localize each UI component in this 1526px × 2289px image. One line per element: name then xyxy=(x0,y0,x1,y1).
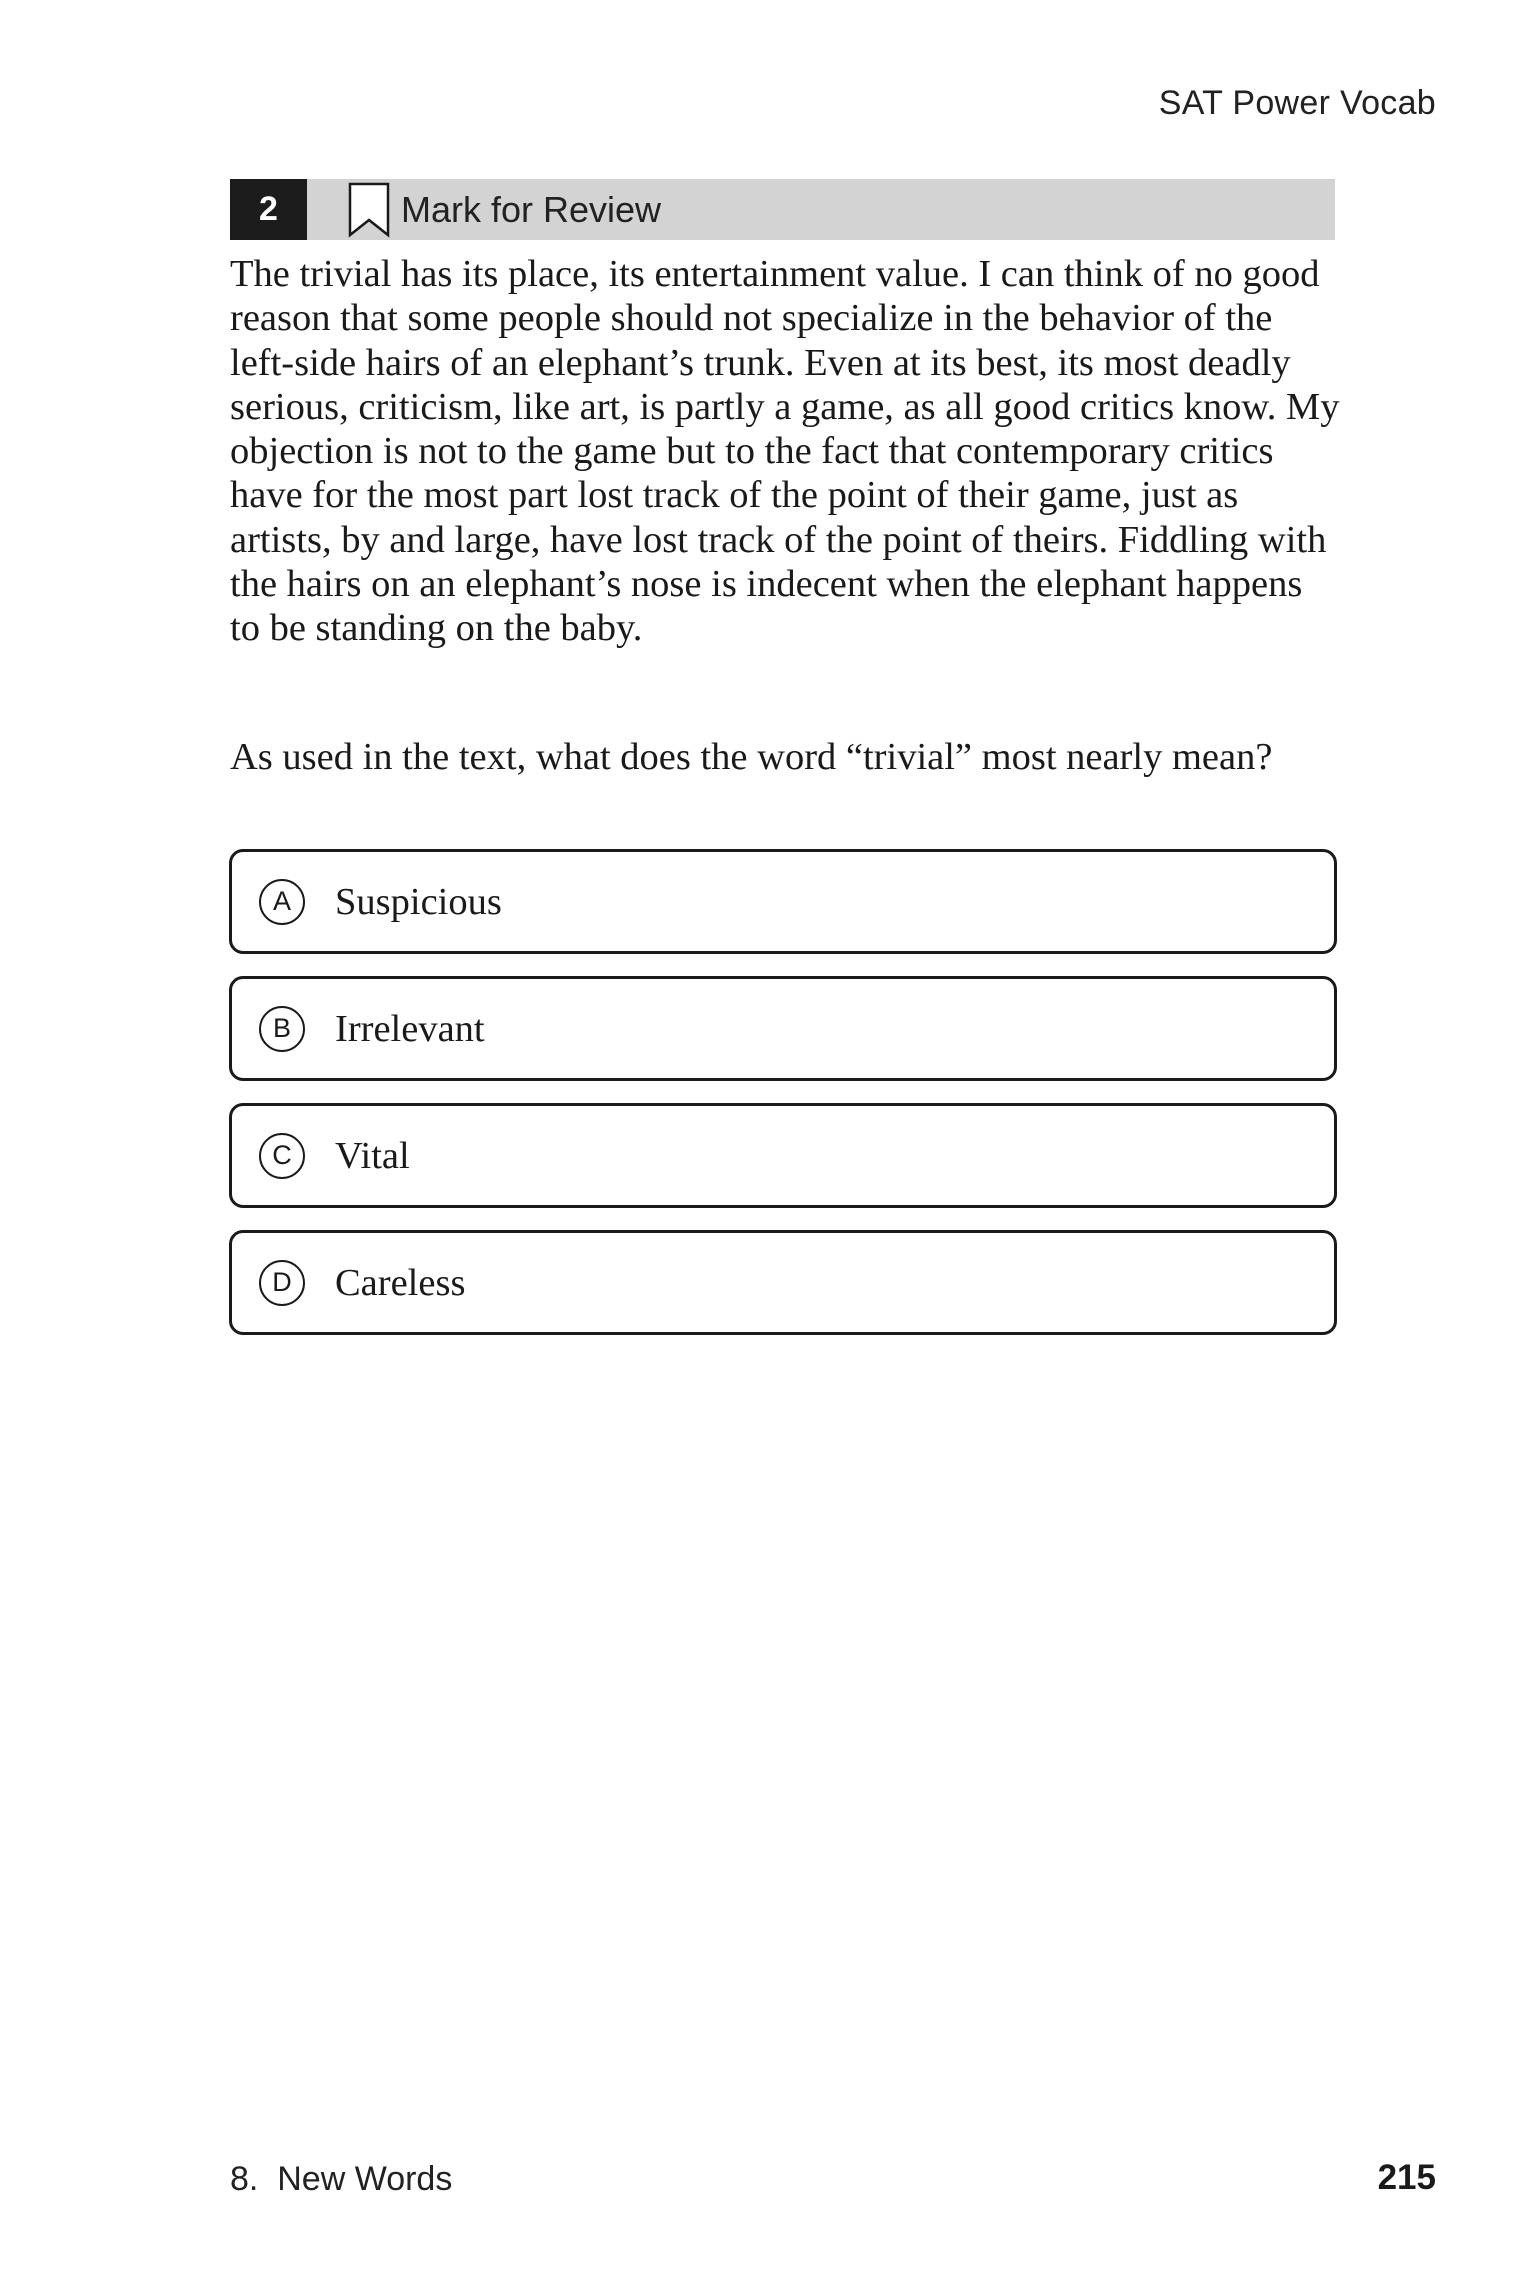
choice-letter-b: B xyxy=(259,1006,305,1052)
question-prompt: As used in the text, what does the word “trivial” most nearly mean? xyxy=(230,736,1273,778)
footer-chapter: 8. New Words xyxy=(230,2160,453,2198)
choice-a[interactable] xyxy=(229,849,1337,954)
choice-text-c: Vital xyxy=(335,1134,410,1177)
running-head: SAT Power Vocab xyxy=(1158,84,1436,122)
choice-text-b: Irrelevant xyxy=(335,1007,485,1050)
choice-b[interactable] xyxy=(229,976,1337,1081)
answer-choices xyxy=(229,849,1337,1357)
bookmark-icon xyxy=(347,182,391,238)
question-header-bar xyxy=(230,179,1335,240)
choice-d[interactable] xyxy=(229,1230,1337,1335)
choice-letter-d: D xyxy=(259,1260,305,1306)
choice-text-a: Suspicious xyxy=(335,880,502,923)
question-number: 2 xyxy=(230,179,307,240)
choice-c[interactable] xyxy=(229,1103,1337,1208)
mark-for-review-label: Mark for Review xyxy=(401,188,662,230)
choice-text-d: Careless xyxy=(335,1261,466,1304)
mark-for-review-button[interactable] xyxy=(347,182,661,238)
page-number: 215 xyxy=(1377,2158,1436,2197)
choice-letter-a: A xyxy=(259,879,305,925)
passage-text: The trivial has its place, its entertainment value. I can think of no good reason that some people should not specialize in the behavior of the left-side hairs of an elephant’s trunk. Even at its best, its most deadly serious, criticism, like art, is partly a game, as all good critics know. My objection is not to the game but to the fact that contemporary critics have for the most part lost track of the point of their game, just as artists, by and large, have lost track of the point of theirs. Fiddling with the hairs on an elephant’s nose is indecent when the elephant happens to be standing on the baby. xyxy=(230,253,1340,650)
choice-letter-c: C xyxy=(259,1133,305,1179)
